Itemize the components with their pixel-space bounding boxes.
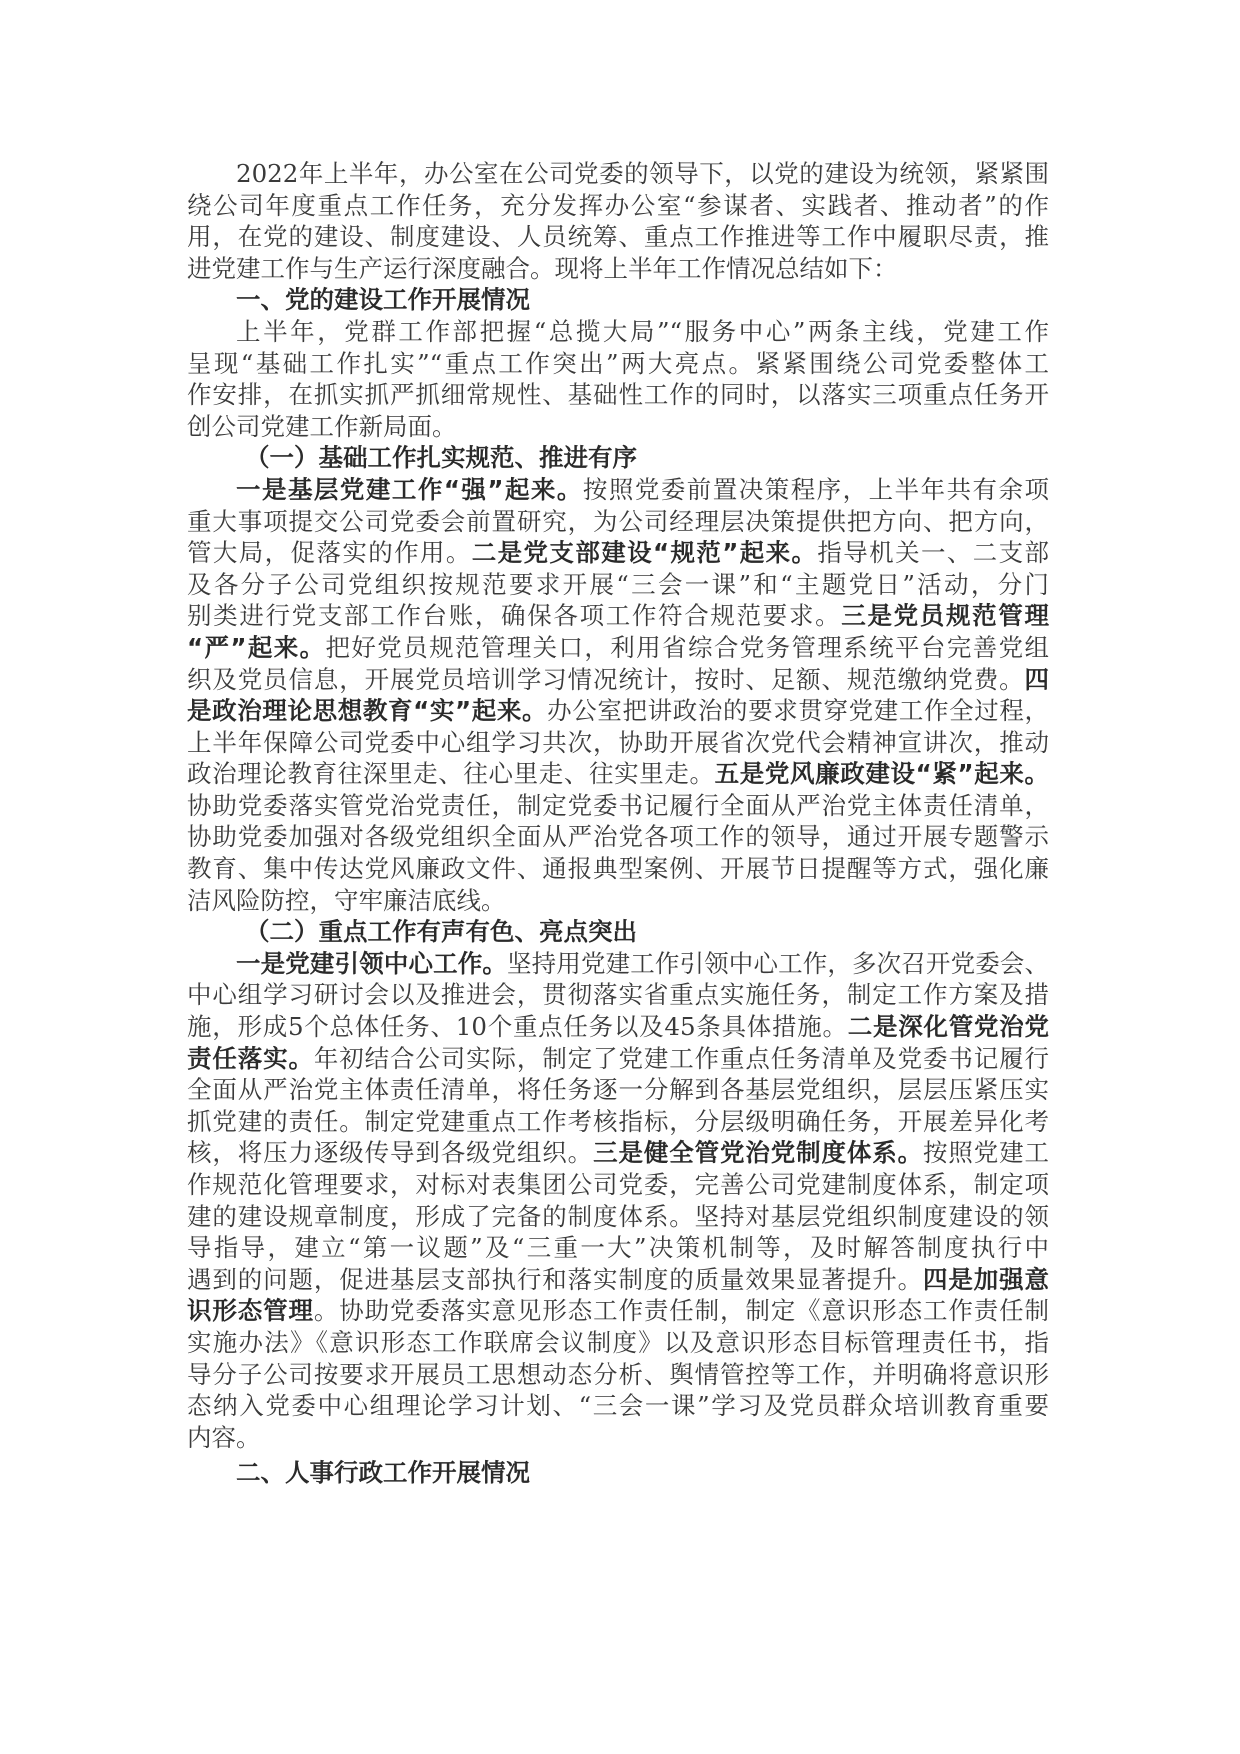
line-text: 内容。 [187, 1422, 261, 1452]
line-text: 别类进行党支部工作台账，确保各项工作符合规范要求。 [187, 601, 842, 631]
text-line [187, 1043, 1049, 1075]
text-line [187, 1137, 1049, 1169]
line-text: 协助党委落实管党治党责任，制定党委书记履行全面从严治党主体责任清单， [187, 790, 1049, 820]
line-text: 。协助党委落实意见形态工作责任制，制定《意识形态工作责任制 [313, 1296, 1050, 1326]
line-text: 按照党委前置决策程序，上半年共有余项 [582, 474, 1050, 504]
intro-paragraph [187, 158, 1049, 284]
text-line [187, 979, 1049, 1011]
bold-lead: “严”起来。 [187, 632, 326, 662]
line-text: 指导机关一、二支部 [817, 538, 1050, 568]
line-text: 建的建设规章制度，形成了完备的制度体系。坚持对基层党组织制度建设的领 [187, 1201, 1049, 1231]
text-line [187, 1232, 1049, 1264]
subsection2-paragraph [187, 948, 1049, 1454]
section1-intro-paragraph [187, 316, 1049, 442]
line-text: 政治理论教育往深里走、往心里走、往实里走。 [187, 759, 715, 789]
bold-lead: 二是党支部建设“规范”起来。 [471, 538, 818, 568]
text-line [187, 569, 1049, 601]
line-text: 中心组学习研讨会以及推进会，贯彻落实省重点实施任务，制定工作方案及措 [187, 980, 1049, 1010]
line-text: 施，形成5个总体任务、10个重点任务以及45条具体措施。 [187, 1012, 848, 1042]
section-heading-1: 一、党的建设工作开展情况 [236, 285, 530, 315]
line-text: 态纳入党委中心组理论学习计划、“三会一课”学习及党员群众培训教育重要 [187, 1391, 1049, 1421]
text-line: 作安排，在抓实抓严抓细常规性、基础性工作的同时，以落实三项重点任务开 [187, 380, 1049, 410]
line-text: 管大局，促落实的作用。 [187, 538, 472, 568]
subsection-heading-2: （二）重点工作有声有色、亮点突出 [245, 917, 637, 947]
bold-lead: 四 [1024, 664, 1049, 694]
line-text: 作规范化管理要求，对标对表集团公司党委，完善公司党建制度体系，制定项 [187, 1170, 1049, 1199]
text-line [187, 1074, 1049, 1106]
text-line [187, 727, 1049, 759]
line-text: 重大事项提交公司党委会前置研究，为公司经理层决策提供把方向、把方向， [187, 506, 1049, 536]
line-text: 遇到的问题，促进基层支部执行和落实制度的质量效果显著提升。 [187, 1264, 923, 1294]
section-heading-2: 二、人事行政工作开展情况 [236, 1458, 530, 1488]
text-line [187, 758, 1049, 790]
line-text: 洁风险防控，守牢廉洁底线。 [187, 885, 506, 915]
text-line: 上半年，党群工作部把握“总揽大局”“服务中心”两条主线，党建工作 [236, 316, 1049, 346]
bold-lead: 一是基层党建工作“强”起来。 [236, 474, 583, 504]
text-line: 2022年上半年，办公室在公司党委的领导下，以党的建设为统领，紧紧围 [236, 159, 1049, 188]
bold-lead: 识形态管理 [187, 1296, 314, 1326]
line-text: 及各分子公司党组织按规范要求开展“三会一课”和“主题党日”活动，分门 [187, 569, 1049, 599]
bold-lead: 三是党员规范管理 [841, 601, 1049, 631]
bold-lead: 一是党建引领中心工作。 [236, 948, 508, 978]
text-line [187, 1359, 1049, 1391]
text-line: 创公司党建工作新局面。 [187, 411, 457, 441]
text-line [187, 695, 1049, 727]
text-line [187, 632, 1049, 664]
bold-lead: 五是党风廉政建设“紧”起来。 [714, 759, 1050, 789]
text-line [187, 948, 1049, 980]
text-line [187, 1011, 1049, 1043]
line-text: 实施办法》《意识形态工作联席会议制度》以及意识形态目标管理责任书，指 [187, 1327, 1049, 1357]
subsection1-paragraph [187, 474, 1049, 916]
text-line: 呈现“基础工作扎实”“重点工作突出”两大亮点。紧紧围绕公司党委整体工 [187, 348, 1049, 378]
text-line [187, 885, 1049, 917]
bold-lead: 责任落实。 [187, 1043, 314, 1073]
text-line [187, 821, 1049, 853]
text-line [187, 1422, 1049, 1454]
text-line [187, 1390, 1049, 1422]
text-line [187, 664, 1049, 696]
line-text: 坚持用党建工作引领中心工作，多次召开党委会、 [507, 948, 1049, 978]
text-line [187, 1327, 1049, 1359]
text-line [187, 1295, 1049, 1327]
line-text: 织及党员信息，开展党员培训学习情况统计，按时、足额、规范缴纳党费。 [187, 664, 1025, 694]
line-text: 教育、集中传达党风廉政文件、通报典型案例、开展节日提醒等方式，强化廉 [187, 854, 1049, 884]
line-text: 年初结合公司实际，制定了党建工作重点任务清单及党委书记履行 [313, 1043, 1050, 1073]
line-text: 全面从严治党主体责任清单，将任务逐一分解到各基层党组织，层层压紧压实 [187, 1075, 1049, 1105]
text-line: 用，在党的建设、制度建设、人员统筹、重点工作推进等工作中履职尽责，推 [187, 222, 1049, 252]
text-line: 进党建工作与生产运行深度融合。现将上半年工作情况总结如下： [187, 253, 898, 283]
line-text: 导分子公司按要求开展员工思想动态分析、舆情管控等工作，并明确将意识形 [187, 1359, 1049, 1389]
line-text: 导指导，建立“第一议题”及“三重一大”决策机制等，及时解答制度执行中 [187, 1233, 1049, 1263]
bold-lead: 三是健全管党治党制度体系。 [593, 1138, 923, 1168]
line-text: 核，将压力逐级传导到各级党组织。 [187, 1138, 594, 1168]
bold-lead: 二是深化管党治党 [847, 1012, 1050, 1042]
text-line [187, 1169, 1049, 1201]
text-line [187, 1106, 1049, 1138]
subsection-heading-1: （一）基础工作扎实规范、推进有序 [245, 443, 637, 473]
text-line [187, 537, 1049, 569]
text-line [187, 1264, 1049, 1296]
line-text: 按照党建工 [923, 1138, 1050, 1168]
text-line [187, 474, 1049, 506]
bold-lead: 四是加强意 [922, 1264, 1049, 1294]
line-text: 上半年保障公司党委中心组学习共次，协助开展省次党代会精神宣讲次，推动 [187, 727, 1049, 757]
text-line [187, 790, 1049, 822]
text-line [187, 506, 1049, 538]
line-text: 抓党建的责任。制定党建重点工作考核指标，分层级明确任务，开展差异化考 [187, 1106, 1049, 1136]
text-line [187, 1201, 1049, 1233]
text-line: 绕公司年度重点工作任务，充分发挥办公室“参谋者、实践者、推动者”的作 [187, 190, 1050, 220]
line-text: 把好党员规范管理关口，利用省综合党务管理系统平台完善党组 [325, 632, 1049, 662]
line-text: 协助党委加强对各级党组织全面从严治党各项工作的领导，通过开展专题警示 [187, 822, 1049, 852]
text-line [187, 853, 1049, 885]
document-page [187, 158, 1049, 1489]
line-text: 办公室把讲政治的要求贯穿党建工作全过程， [547, 696, 1050, 726]
text-line [187, 600, 1049, 632]
bold-lead: 是政治理论思想教育“实”起来。 [187, 696, 548, 726]
